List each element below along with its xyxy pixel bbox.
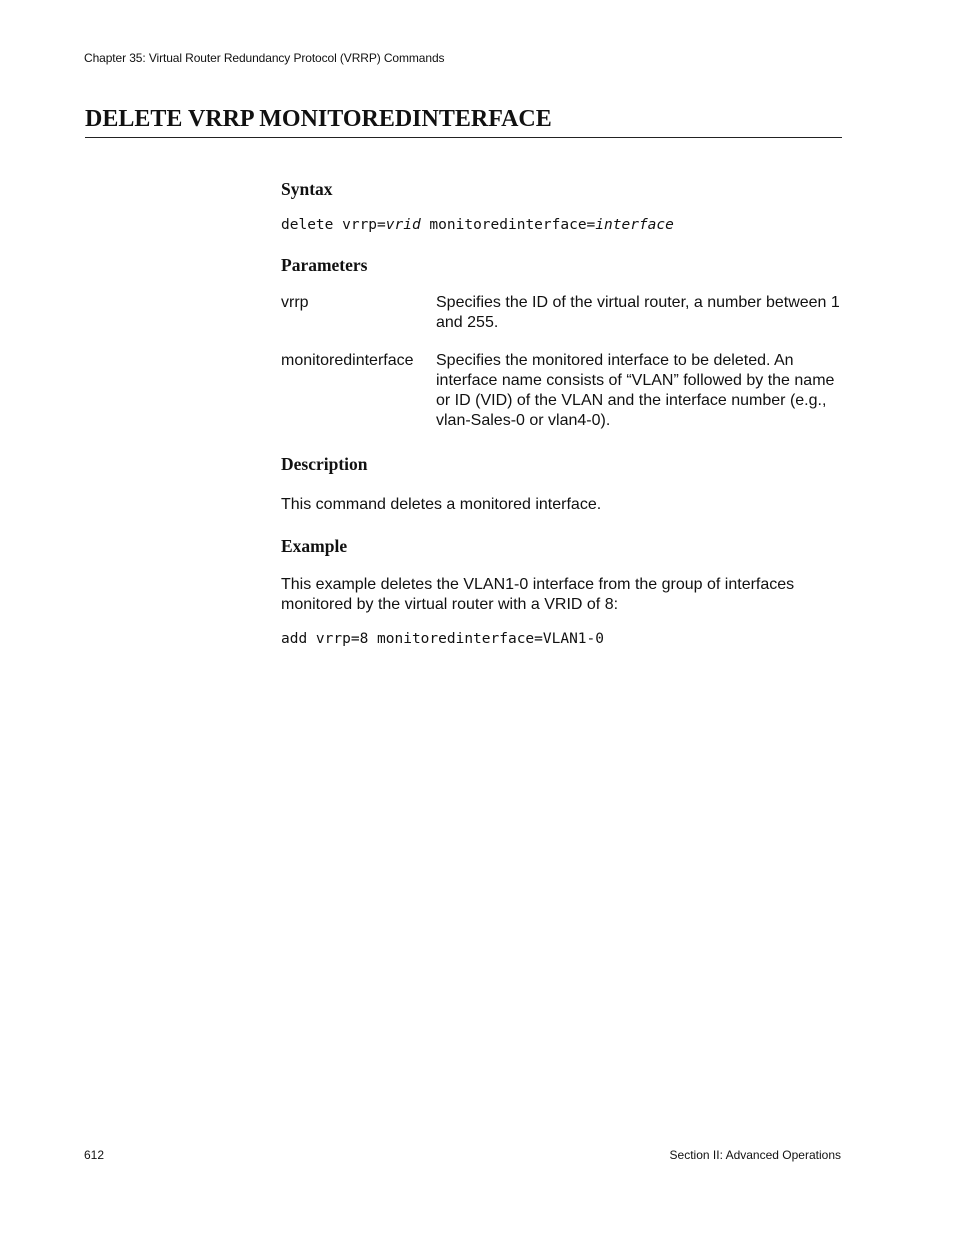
description-heading: Description bbox=[281, 454, 368, 474]
parameter-description: Specifies the ID of the virtual router, a number between 1 and 255. bbox=[436, 294, 840, 331]
parameter-name: monitoredinterface bbox=[281, 352, 414, 369]
syntax-code bbox=[281, 217, 841, 233]
syntax-var-interface: interface bbox=[595, 217, 674, 233]
syntax-param: monitoredinterface= bbox=[420, 217, 596, 233]
example-text: This example deletes the VLAN1-0 interface from the group of interfaces monitored by the virtual router with a VRID of 8: bbox=[281, 576, 795, 613]
description-text: This command deletes a monitored interface. bbox=[281, 496, 602, 513]
syntax-heading: Syntax bbox=[281, 179, 333, 199]
page-title: DELETE VRRP MONITOREDINTERFACE bbox=[85, 106, 842, 138]
example-heading: Example bbox=[281, 536, 348, 556]
command-content bbox=[281, 179, 841, 647]
parameter-row-monitoredinterface bbox=[281, 351, 841, 431]
syntax-var-vrid: vrid bbox=[385, 217, 421, 233]
running-footer-section: Section II: Advanced Operations bbox=[669, 1148, 841, 1162]
parameter-name: vrrp bbox=[281, 294, 309, 311]
syntax-command: delete vrrp= bbox=[281, 217, 386, 233]
parameter-description: Specifies the monitored interface to be deleted. An interface name consists of “VLAN” followed by the name or ID (VID) of the VLAN and the interface number (e.g., vlan-Sales-0 or vlan4-0). bbox=[436, 352, 835, 429]
parameter-row-vrrp bbox=[281, 293, 841, 333]
parameters-heading: Parameters bbox=[281, 255, 368, 275]
running-header: Chapter 35: Virtual Router Redundancy Protocol (VRRP) Commands bbox=[84, 51, 445, 65]
example-code: add vrrp=8 monitoredinterface=VLAN1-0 bbox=[281, 631, 605, 647]
page-number: 612 bbox=[84, 1148, 105, 1162]
